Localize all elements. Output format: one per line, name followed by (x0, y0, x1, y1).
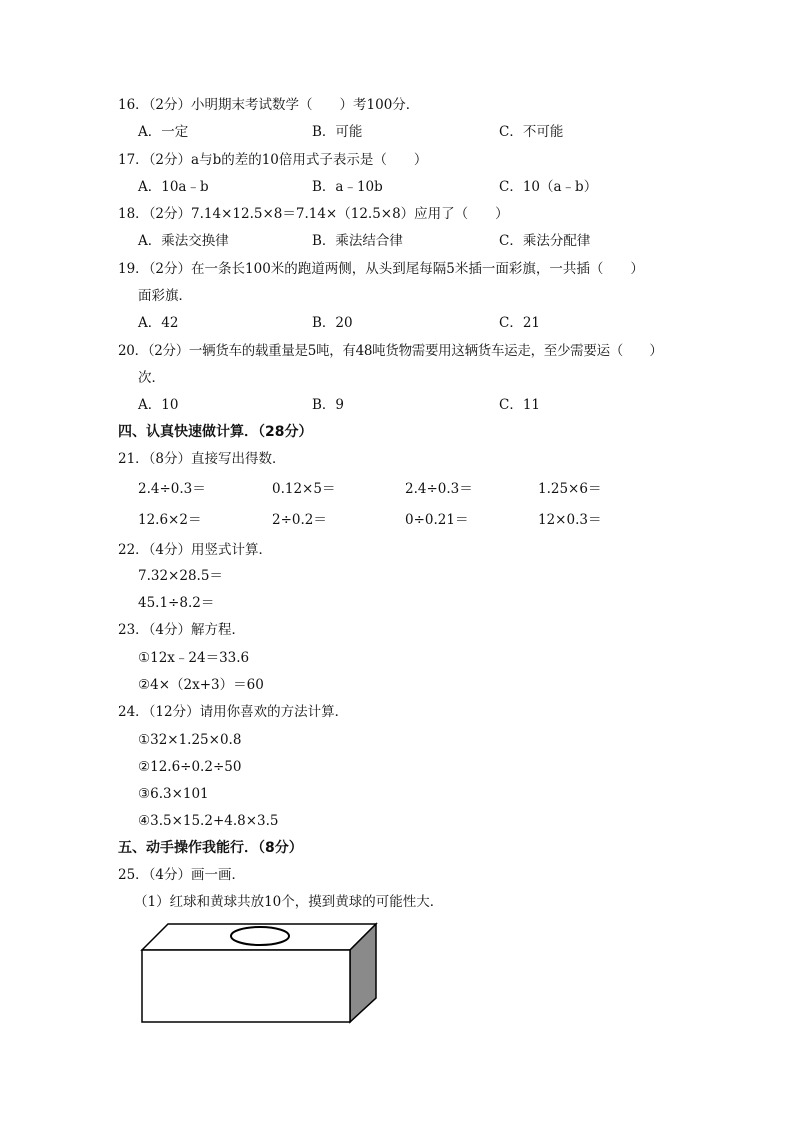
q19-option-b[interactable]: B．20 (312, 315, 353, 331)
q21-item: 12×0.3＝ (538, 512, 602, 528)
box-front-face (142, 950, 350, 1022)
q20-option-c[interactable]: C．11 (499, 397, 541, 413)
box-opening (231, 927, 289, 945)
question-24: 24．（12分）请用你喜欢的方法计算． (118, 704, 349, 720)
q21-item: 2.4÷0.3＝ (138, 481, 206, 497)
q19-option-a[interactable]: A．42 (138, 315, 179, 331)
question-23: 23．（4分）解方程． (118, 622, 246, 638)
q24-item: ③6.3×101 (138, 786, 209, 802)
q21-item: 2.4÷0.3＝ (405, 481, 473, 497)
q20-option-a[interactable]: A．10 (138, 397, 179, 413)
q18-option-b[interactable]: B．乘法结合律 (312, 233, 403, 249)
q17-option-c[interactable]: C．10（a﹣b） (499, 179, 598, 195)
question-16: 16．（2分）小明期末考试数学（ ）考100分． (118, 97, 420, 113)
q24-item: ④3.5×15.2+4.8×3.5 (138, 813, 279, 829)
q21-item: 0.12×5＝ (272, 481, 336, 497)
q19-option-c[interactable]: C．21 (499, 315, 541, 331)
q21-item: 1.25×6＝ (538, 481, 602, 497)
section-4-heading: 四、认真快速做计算．（28分） (118, 424, 313, 440)
q22-item: 7.32×28.5＝ (138, 568, 223, 584)
section-5-heading: 五、动手操作我能行．（8分） (118, 840, 303, 856)
ball-box-figure (140, 922, 380, 1030)
q16-option-c[interactable]: C．不可能 (499, 124, 564, 140)
q16-option-a[interactable]: A．一定 (138, 124, 189, 140)
q22-item: 45.1÷8.2＝ (138, 595, 215, 611)
question-20: 20．（2分）一辆货车的载重量是5吨，有48吨货物需要用这辆货车运走，至少需要运（ ） (118, 343, 663, 359)
question-22: 22．（4分）用竖式计算． (118, 542, 273, 558)
q18-option-c[interactable]: C．乘法分配律 (499, 233, 591, 249)
q17-option-a[interactable]: A．10a﹣b (138, 179, 209, 195)
q21-item: 12.6×2＝ (138, 512, 202, 528)
question-21: 21．（8分）直接写出得数． (118, 451, 286, 467)
box-drawing (140, 922, 380, 1026)
question-17: 17．（2分）a与b的差的10倍用式子表示是（ ） (118, 152, 428, 168)
q23-item: ①12x﹣24＝33.6 (138, 650, 250, 666)
question-18: 18．（2分）7.14×12.5×8＝7.14×（12.5×8）应用了（ ） (118, 206, 509, 222)
question-25: 25．（4分）画一画． (118, 867, 246, 883)
q17-option-b[interactable]: B．a﹣10b (312, 179, 383, 195)
q21-item: 2÷0.2＝ (272, 512, 327, 528)
q20-continuation: 次． (138, 370, 165, 386)
q25-sub-1: （1）红球和黄球共放10个，摸到黄球的可能性大． (134, 894, 444, 910)
q24-item: ①32×1.25×0.8 (138, 732, 242, 748)
question-19: 19．（2分）在一条长100米的跑道两侧，从头到尾每隔5米插一面彩旗，一共插（ ） (118, 261, 644, 277)
q20-option-b[interactable]: B．9 (312, 397, 345, 413)
q24-item: ②12.6÷0.2÷50 (138, 759, 242, 775)
q18-option-a[interactable]: A．乘法交换律 (138, 233, 229, 249)
q23-item: ②4×（2x+3）＝60 (138, 677, 264, 693)
q19-continuation: 面彩旗． (138, 288, 192, 304)
q16-option-b[interactable]: B．可能 (312, 124, 363, 140)
q21-item: 0÷0.21＝ (405, 512, 469, 528)
